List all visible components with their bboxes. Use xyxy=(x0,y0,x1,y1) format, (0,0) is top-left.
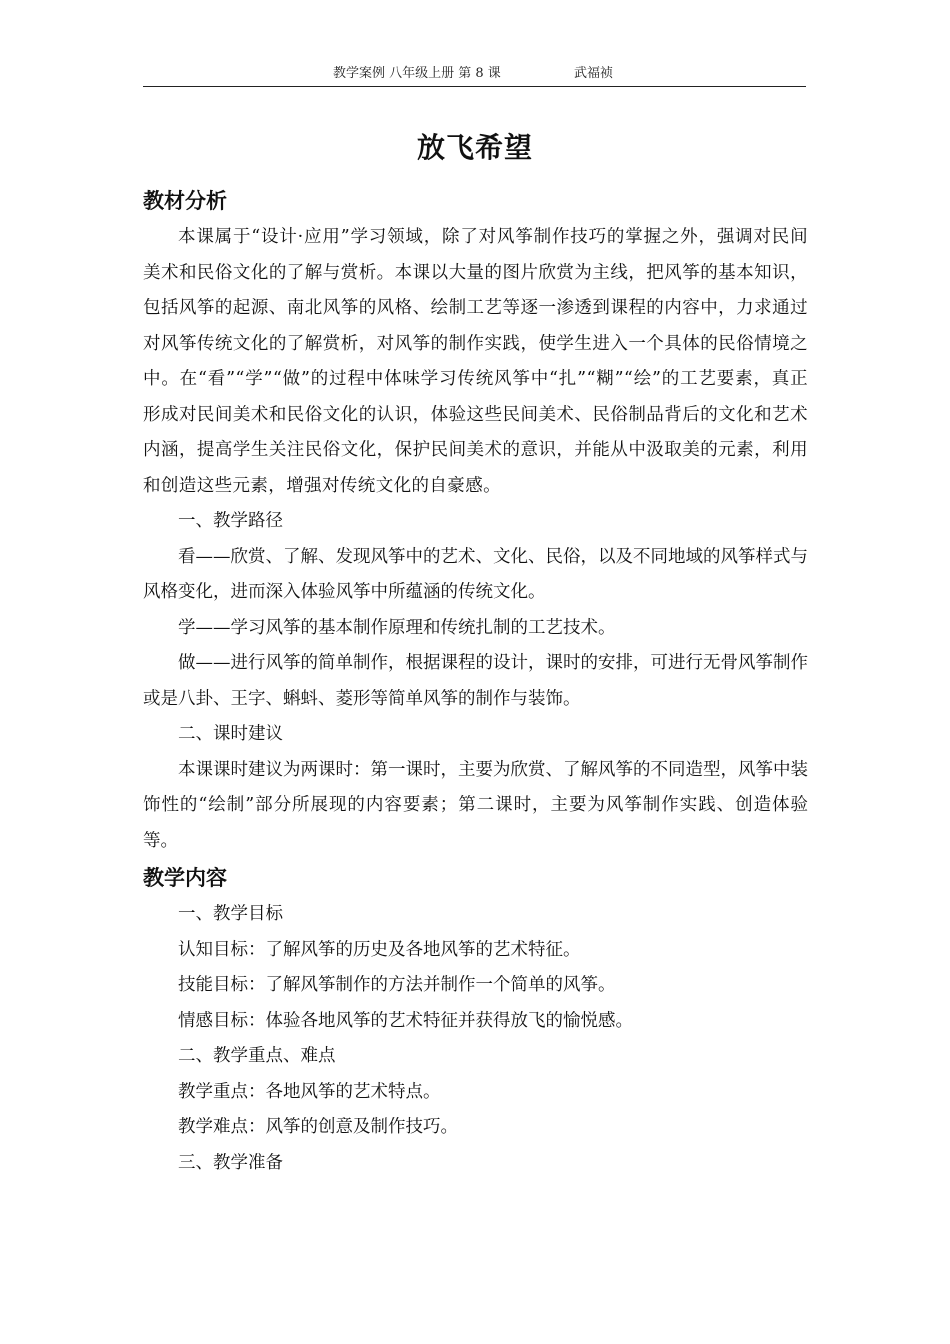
teaching-path-do: 做——进行风筝的简单制作，根据课程的设计，课时的安排，可进行无骨风筝制作或是八卦、王字、蝌蚪、菱形等简单风筝的制作与装饰。 xyxy=(143,653,808,709)
keypoints-heading: 二、教学重点、难点 xyxy=(178,1046,336,1066)
material-analysis-paragraph: 本课属于“设计·应用”学习领域，除了对风筝制作技巧的掌握之外，强调对民间美术和民俗文化的了解与赏析。本课以大量的图片欣赏为主线，把风筝的基本知识，包括风筝的起源、南北风筝的风格、绘制工艺等逐一渗透到课程的内容中，力求通过对风筝传统文化的了解赏析，对风筝的制作实践，使学生进入一个具体的民俗情境之中。在“看”“学”“做”的过程中体味学习传统风筝中“扎”“糊”“绘”的工艺要素，真正形成对民间美术和民俗文化的认识，体验这些民间美术、民俗制品背后的文化和艺术内涵，提高学生关注民俗文化，保护民间美术的意识，并能从中汲取美的元素，利用和创造这些元素，增强对传统文化的自豪感。 xyxy=(143,227,808,496)
goal-emotion: 情感目标：体验各地风筝的艺术特征并获得放飞的愉悦感。 xyxy=(178,1010,633,1031)
section-heading-material-analysis: 教材分析 xyxy=(143,189,227,213)
teaching-keypoint: 教学重点：各地风筝的艺术特点。 xyxy=(178,1081,441,1102)
header-course-info: 教学案例 八年级上册 第 8 课 xyxy=(333,66,501,81)
class-hours-paragraph: 本课课时建议为两课时：第一课时，主要为欣赏、了解风筝的不同造型，风筝中装饰性的“绘制”部分所展现的内容要素；第二课时，主要为风筝制作实践、创造体验等。 xyxy=(143,759,808,851)
teaching-path-learn: 学——学习风筝的基本制作原理和传统扎制的工艺技术。 xyxy=(178,617,616,638)
section-heading-teaching-content: 教学内容 xyxy=(143,866,227,890)
document-title: 放飞希望 xyxy=(416,131,533,164)
goal-cognitive: 认知目标：了解风筝的历史及各地风筝的艺术特征。 xyxy=(178,939,581,960)
page-header xyxy=(143,64,806,87)
goal-skill: 技能目标：了解风筝制作的方法并制作一个简单的风筝。 xyxy=(178,975,616,995)
class-hours-heading: 二、课时建议 xyxy=(178,724,283,744)
document-body xyxy=(143,182,808,1181)
teaching-goals-heading: 一、教学目标 xyxy=(178,904,283,924)
header-author: 武福祯 xyxy=(574,66,614,81)
teaching-prep-heading: 三、教学准备 xyxy=(178,1152,283,1173)
teaching-path-heading: 一、教学路径 xyxy=(178,511,283,531)
teaching-path-look: 看——欣赏、了解、发现风筝中的艺术、文化、民俗，以及不同地域的风筝样式与风格变化，进而深入体验风筝中所蕴涵的传统文化。 xyxy=(143,546,808,602)
teaching-difficulty: 教学难点：风筝的创意及制作技巧。 xyxy=(178,1117,458,1137)
